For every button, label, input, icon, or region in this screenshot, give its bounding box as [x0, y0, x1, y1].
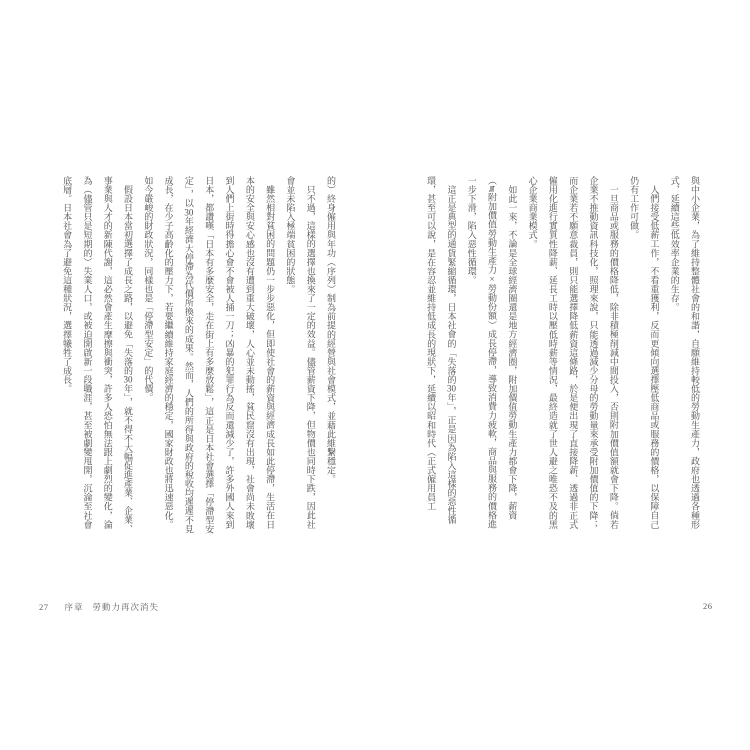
- page-right-text: [419, 176, 705, 534]
- page-number-left: 27: [39, 602, 49, 612]
- paragraph: 一旦商品或服務的價格降低，除非積極削減中間投入，否則附加價值額就會下降。倘若企業不推動資訊科技化，照理來說，只能透過減少分母的勞動量來承受附加價值的下降；而企業若不願意裁員，則只能選擇降低薪資這條路，於是便出現了直接降薪、透過非正式僱用化進行實質性降薪、延長工時以壓低時薪等情況，最終造就了世人避之唯恐不及的黑心企業商業模式。: [527, 176, 619, 529]
- page-left-text: [55, 176, 341, 534]
- page-right: [375, 0, 750, 750]
- paragraph: 的）終身僱用與年功（序列）制為前提的經營與社會模式，並藉此維繫穩定。: [326, 176, 336, 484]
- paragraph: 這正是典型的通貨緊縮循環，日本社會的「失落的30年」，正是因為陷入這樣的惡性循環，甚至可以說，是在容忍並維持低成長的現狀下，延續以昭和時代（正式僱用員工: [426, 176, 457, 525]
- page-right-footer: [703, 601, 713, 611]
- page-number-right: 26: [703, 601, 713, 611]
- paragraph: 只不過，這樣的選擇也換來了一定的效益。儘管薪資下降，但物價也同時下跌，因此社會並未陷入極端貧困的狀態。: [285, 176, 316, 529]
- paragraph: 雖然相對貧困的問題仍一步步惡化，但即使社會的薪資與經濟成長如此停滯，生活在日本的安全與安心感也沒有遭到重大破壞，人心並未動搖，貧民窟沒有出現，社會尚未敗壞到人們上街時得擔心會不會被人捅一刀；凶暴的犯罪行為反而還減少了，許多外國人來到日本，都讚嘆「日本有多麼安全，走在街上有多麼放鬆」，這正是日本社會選擇「停滯型安定」，以30年經濟大停滯為代價所換來的成果。然而，人們的所得與政府的稅收均遲遲不見成長，在少子高齡化的壓力下，若要繼續維持家庭經濟的穩定，國家財政也將迅速惡化。如今嚴峻的財政狀況，同樣也是「停滯型安定」的代價。: [143, 176, 276, 534]
- page-left-footer: [39, 601, 159, 613]
- paragraph: 人們接受低薪工作，不看重獲利，反而更傾向選擇壓低商品或服務的價格，以保障自己仍有工作可做。: [629, 176, 660, 529]
- chapter-title: 勞動力再次消失: [92, 602, 160, 612]
- paragraph: 與中小企業，為了維持整體社會的和諧，自願維持較低的勞動生產力，政府也透過各種形式，延續這些低效率企業的生存。: [669, 176, 700, 529]
- paragraph: 假設日本當初選擇了成長之路，以避免「失落的30年」，就不得不大幅促進產業、企業、事業與人才的新陳代謝，這必然會產生摩擦與衝突，許多人恐怕無法跟上劇烈的變化，淪為（儘管只是短期的）失業人口，或被迫開啟新一段職涯，甚至被劇變甩開，沉淪至社會底層。日本社會為了避免這種狀況，選擇犧牲了成長。: [62, 176, 134, 534]
- chapter-label: 序章: [64, 602, 84, 612]
- paragraph: 如此一來，不論是全球經濟圈還是地方經濟圈，附加價值勞動生產力都會下降，薪資（≒附加價值勞動生產力×勞動份額）成長停滯，導致消費力疲軟，商品與服務的價格進一步下滑，陷入惡性循環。: [466, 176, 518, 529]
